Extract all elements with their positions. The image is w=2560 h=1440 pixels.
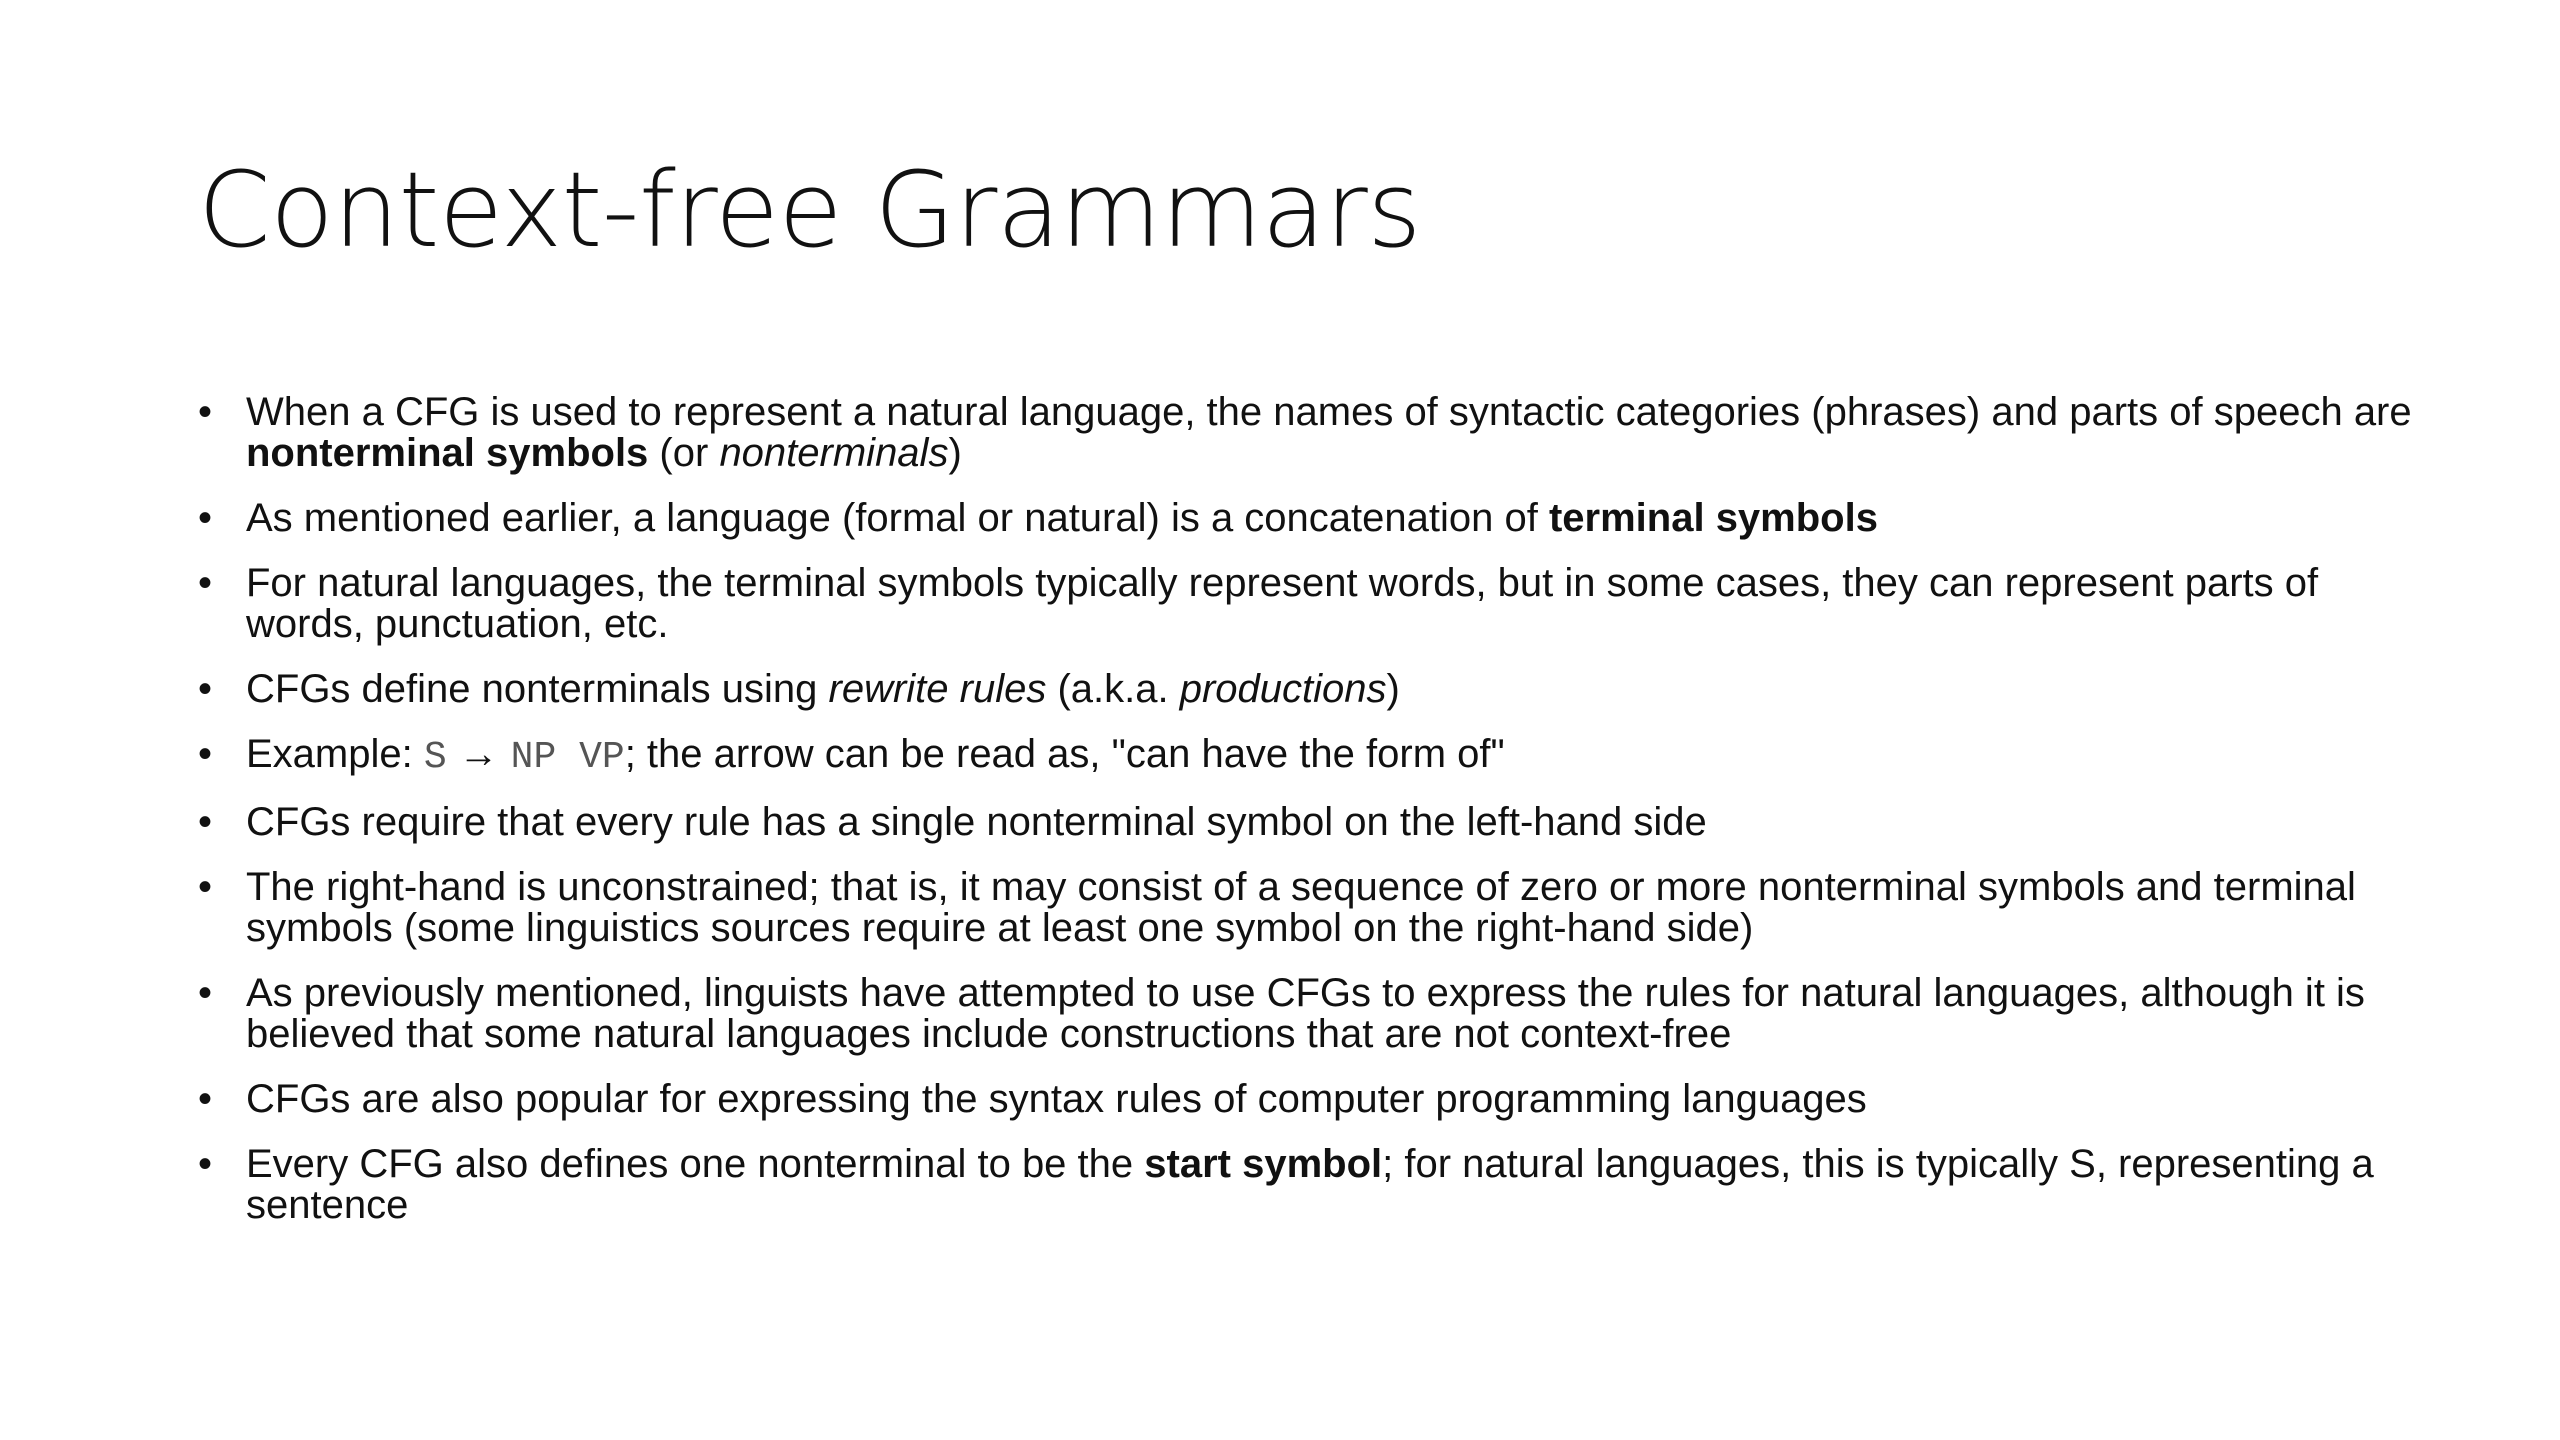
- text-run: For natural languages, the terminal symbols typically represent words, but in some cases, they can represent parts of words, punctuation, etc.: [246, 561, 2319, 646]
- bullet-item: [198, 563, 2418, 645]
- text-run: Example:: [246, 732, 424, 776]
- bullet-marker: •: [198, 390, 213, 434]
- bullet-marker: •: [198, 800, 213, 844]
- bullet-text: [246, 1079, 2418, 1120]
- bold-term: nonterminal symbols: [246, 431, 649, 475]
- bullet-item: [198, 1144, 2418, 1226]
- text-run: ; for natural languages, this is typically S, representing a sentence: [246, 1142, 2374, 1227]
- arrow-icon: →: [458, 732, 499, 776]
- bold-term: start symbol: [1144, 1142, 1383, 1186]
- bullet-text: [246, 973, 2418, 1055]
- bullet-marker: •: [198, 561, 213, 605]
- bullet-text: [246, 1144, 2418, 1226]
- bullet-marker: •: [198, 496, 213, 540]
- text-run: ): [1386, 667, 1400, 711]
- bullet-text: [246, 392, 2418, 474]
- text-run: (or: [648, 431, 720, 475]
- text-run: CFGs define nonterminals using: [246, 667, 829, 711]
- bullet-text: [246, 669, 2418, 710]
- text-run: ; the arrow can be read as, "can have the form of": [624, 732, 1505, 776]
- code-symbol: S: [423, 736, 447, 779]
- italic-term: rewrite rules: [828, 667, 1047, 711]
- bullet-marker: •: [198, 732, 213, 776]
- bullet-marker: •: [198, 865, 213, 909]
- bullet-text: [246, 802, 2418, 843]
- bullet-text: [246, 563, 2418, 645]
- bullet-marker: •: [198, 971, 213, 1015]
- bullet-item: [198, 734, 2418, 778]
- bullet-text: [246, 498, 2418, 539]
- bullet-item: [198, 802, 2418, 843]
- text-run: CFGs require that every rule has a single nonterminal symbol on the left-hand side: [246, 800, 1707, 844]
- text-run: Every CFG also defines one nonterminal to be the: [246, 1142, 1145, 1186]
- text-run: The right-hand is unconstrained; that is, it may consist of a sequence of zero or more nonterminal symbols and terminal symbols (some linguistics sources require at least one symbol on the right-hand side): [246, 865, 2356, 950]
- bullet-marker: •: [198, 667, 213, 711]
- slide-title: Context-free Grammars: [198, 149, 1421, 271]
- text-run: As previously mentioned, linguists have attempted to use CFGs to express the rules for natural languages, although it is believed that some natural languages include constructions that are not context-free: [246, 971, 2365, 1056]
- bullet-marker: •: [198, 1077, 213, 1121]
- code-symbol: NP VP: [510, 736, 625, 779]
- text-run: As mentioned earlier, a language (formal or natural) is a concatenation of: [246, 496, 1549, 540]
- italic-term: productions: [1179, 667, 1387, 711]
- bullet-marker: •: [198, 1142, 213, 1186]
- bullet-list: [198, 392, 2418, 1250]
- bold-term: terminal symbols: [1548, 496, 1878, 540]
- bullet-item: [198, 973, 2418, 1055]
- bullet-item: [198, 867, 2418, 949]
- bullet-item: [198, 1079, 2418, 1120]
- bullet-text: [246, 734, 2418, 778]
- bullet-item: [198, 669, 2418, 710]
- bullet-item: [198, 498, 2418, 539]
- text-run: (a.k.a.: [1046, 667, 1180, 711]
- text-run: ): [948, 431, 962, 475]
- text-run: CFGs are also popular for expressing the syntax rules of computer programming languages: [246, 1077, 1867, 1121]
- bullet-item: [198, 392, 2418, 474]
- text-run: When a CFG is used to represent a natural language, the names of syntactic categories (phrases) and parts of speech are: [246, 390, 2412, 434]
- italic-term: nonterminals: [719, 431, 949, 475]
- bullet-text: [246, 867, 2418, 949]
